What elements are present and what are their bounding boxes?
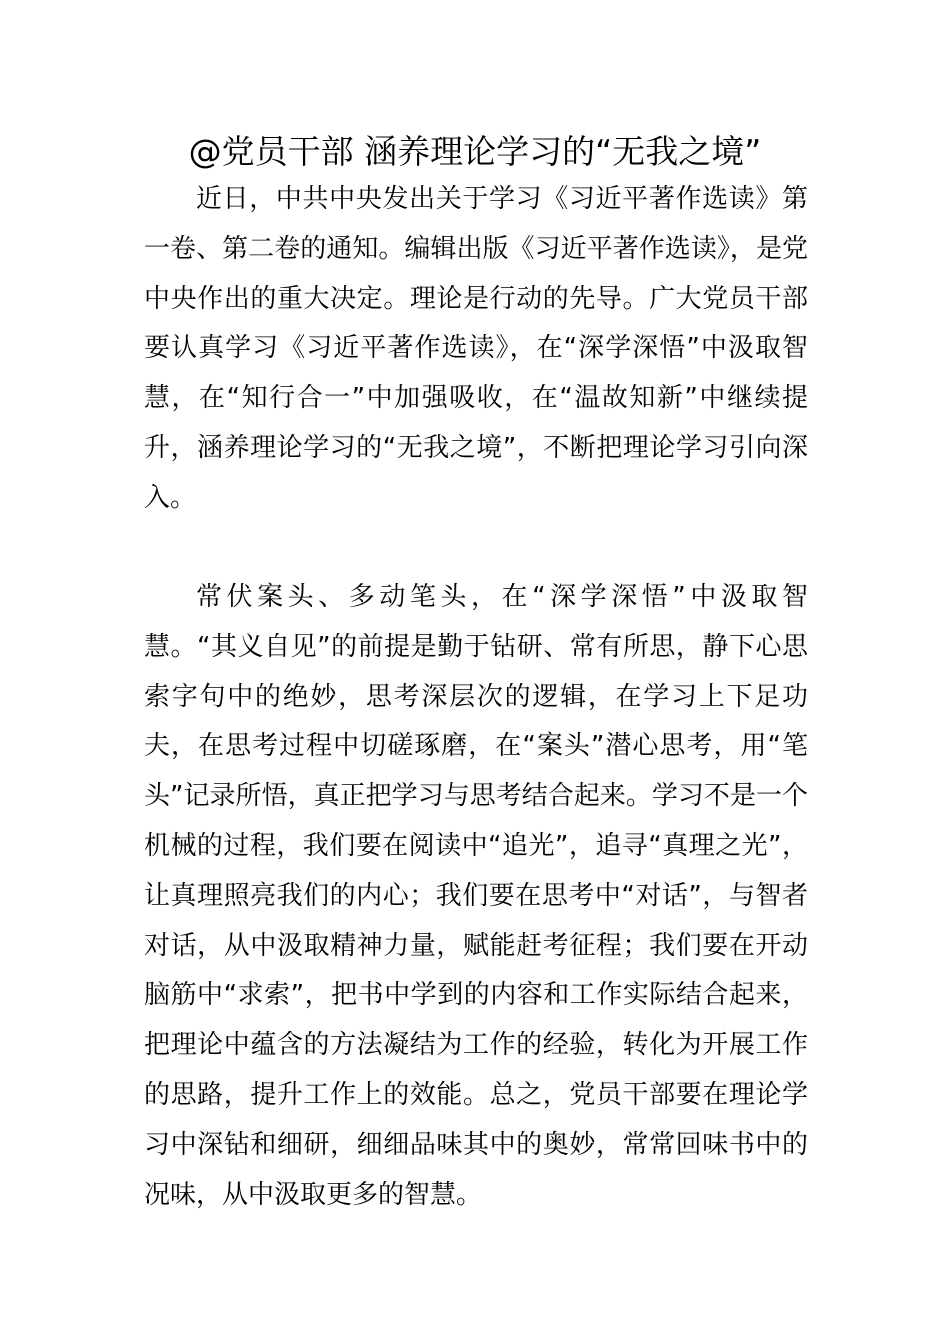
body-paragraph-2: 常伏案头、多动笔头，在“深学深悟”中汲取智慧。“其义自见”的前提是勤于钻研、常有所思，静下心思索字句中的绝妙，思考深层次的逻辑，在学习上下足功夫，在思考过程中切磋琢磨，在“案头”潜心思考，用“笔头”记录所悟，真正把学习与思考结合起来。学习不是一个机械的过程，我们要在阅读中“追光”，追寻“真理之光”，让真理照亮我们的内心；我们要在思考中“对话”，与智者对话，从中汲取精神力量，赋能赶考征程；我们要在开动脑筋中“求索”，把书中学到的内容和工作实际结合起来，把理论中蕴含的方法凝结为工作的经验，转化为开展工作的思路，提升工作上的效能。总之，党员干部要在理论学习中深钻和细研，细细品味其中的奥妙，常常回味书中的况味，从中汲取更多的智慧。 (144, 582, 808, 1210)
document-title: @党员干部 涵养理论学习的“无我之境” (188, 132, 762, 171)
body-paragraph-1: 近日，中共中央发出关于学习《习近平著作选读》第一卷、第二卷的通知。编辑出版《习近平著作选读》，是党中央作出的重大决定。理论是行动的先导。广大党员干部要认真学习《习近平著作选读》，在“深学深悟”中汲取智慧，在“知行合一”中加强吸收，在“温故知新”中继续提升，涵养理论学习的“无我之境”，不断把理论学习引向深入。 (144, 184, 808, 513)
